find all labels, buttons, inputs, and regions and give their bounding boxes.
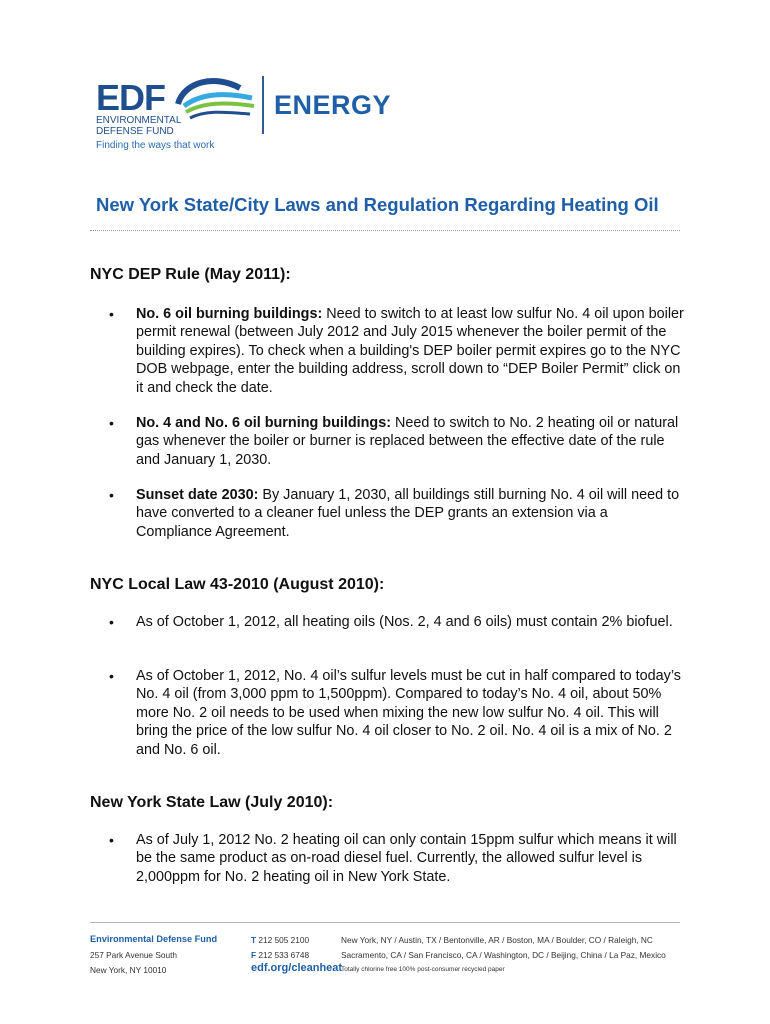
bullet-text: As of October 1, 2012, No. 4 oil’s sulfur levels must be cut in half compared to today’s No. 4 oil (from 3,000 ppm to 1,500ppm). Compared to today’s No. 4 oil, about 50% more No. 2 oil needs to be used when mixing the new low sulfur No. 4 oil. This will bring the price of the low sulfur No. 4 oil closer to No. 2 oil. No. 4 oil is a mix of No. 2 and No. 6 oil. xyxy=(136,668,681,758)
bullet-icon: • xyxy=(109,614,114,630)
footer-divider xyxy=(90,922,680,923)
org-name-line1: ENVIRONMENTAL xyxy=(96,115,182,126)
bullet-text: Need to switch to No. 2 heating oil or natural gas whenever the boiler or burner is replaced between the effective date of the rule and January 1, 2030. xyxy=(136,415,679,468)
footer-street: 257 Park Avenue South xyxy=(90,950,178,960)
bullet-icon: • xyxy=(109,306,114,322)
footer-website-link[interactable]: edf.org/cleanheat xyxy=(251,962,343,974)
footer-org-name: Environmental Defense Fund xyxy=(90,934,218,944)
bullet-icon: • xyxy=(109,487,114,503)
bullet-text: Need to switch to at least low sulfur No. 4 oil upon boiler permit renewal (between July 2012 and July 2015 whenever the boiler permit of the building expires). To check when a building's DEP boiler permit expires go to the NYC DOB webpage, enter the building address, scroll down to “DEP Boiler Permit” click on it and check the date. xyxy=(136,306,684,396)
bullet-icon: • xyxy=(109,832,114,848)
phone-number: 212 505 2100 xyxy=(256,935,310,945)
bullet-bold-lead: No. 6 oil burning buildings: xyxy=(136,306,323,322)
edf-full-name xyxy=(96,116,206,137)
org-name-line2: DEFENSE FUND xyxy=(96,125,174,137)
footer-offices-line1: New York, NY / Austin, TX / Bentonville, AR / Boston, MA / Boulder, CO / Raleigh, NC xyxy=(341,935,653,945)
tagline: Finding the ways that work xyxy=(96,140,215,151)
footer-phone xyxy=(251,935,309,945)
bullet-text: By January 1, 2030, all buildings still burning No. 4 oil will need to have converted to a cleaner fuel unless the DEP grants an extension via a Compliance Agreement. xyxy=(136,487,680,540)
bullet-icon: • xyxy=(109,415,114,431)
footer-paper-note: Totally chlorine free 100% post-consumer recycled paper xyxy=(341,966,505,973)
footer-offices-line2: Sacramento, CA / San Francisco, CA / Washington, DC / Beijing, China / La Paz, Mexico xyxy=(341,950,666,960)
document-title: New York State/City Laws and Regulation Regarding Heating Oil xyxy=(96,194,659,215)
section-heading-dep-rule: NYC DEP Rule (May 2011): xyxy=(90,266,291,283)
energy-label: ENERGY xyxy=(274,90,392,120)
bullet-bold-lead: No. 4 and No. 6 oil burning buildings: xyxy=(136,415,392,431)
bullet-text: As of July 1, 2012 No. 2 heating oil can only contain 15ppm sulfur which means it will be the same product as on-road diesel fuel. Currently, the allowed sulfur level is 2,000ppm for No. 2 heating oil in New York State. xyxy=(136,832,677,885)
section-heading-local-law: NYC Local Law 43-2010 (August 2010): xyxy=(90,576,385,593)
bullet-icon: • xyxy=(109,668,114,684)
footer-fax xyxy=(251,950,309,960)
edf-wordmark: EDF xyxy=(96,77,165,118)
bullet-text: As of October 1, 2012, all heating oils (Nos. 2, 4 and 6 oils) must contain 2% biofuel. xyxy=(136,614,673,630)
bullet-bold-lead: Sunset date 2030: xyxy=(136,487,259,503)
fax-label: F xyxy=(251,950,257,960)
fax-number: 212 533 6748 xyxy=(256,950,310,960)
phone-label: T xyxy=(251,935,257,945)
footer-city: New York, NY 10010 xyxy=(90,965,167,975)
logo-divider xyxy=(262,76,264,134)
edf-energy-logo xyxy=(96,74,416,154)
section-heading-state-law: New York State Law (July 2010): xyxy=(90,794,334,811)
title-divider xyxy=(90,230,680,231)
